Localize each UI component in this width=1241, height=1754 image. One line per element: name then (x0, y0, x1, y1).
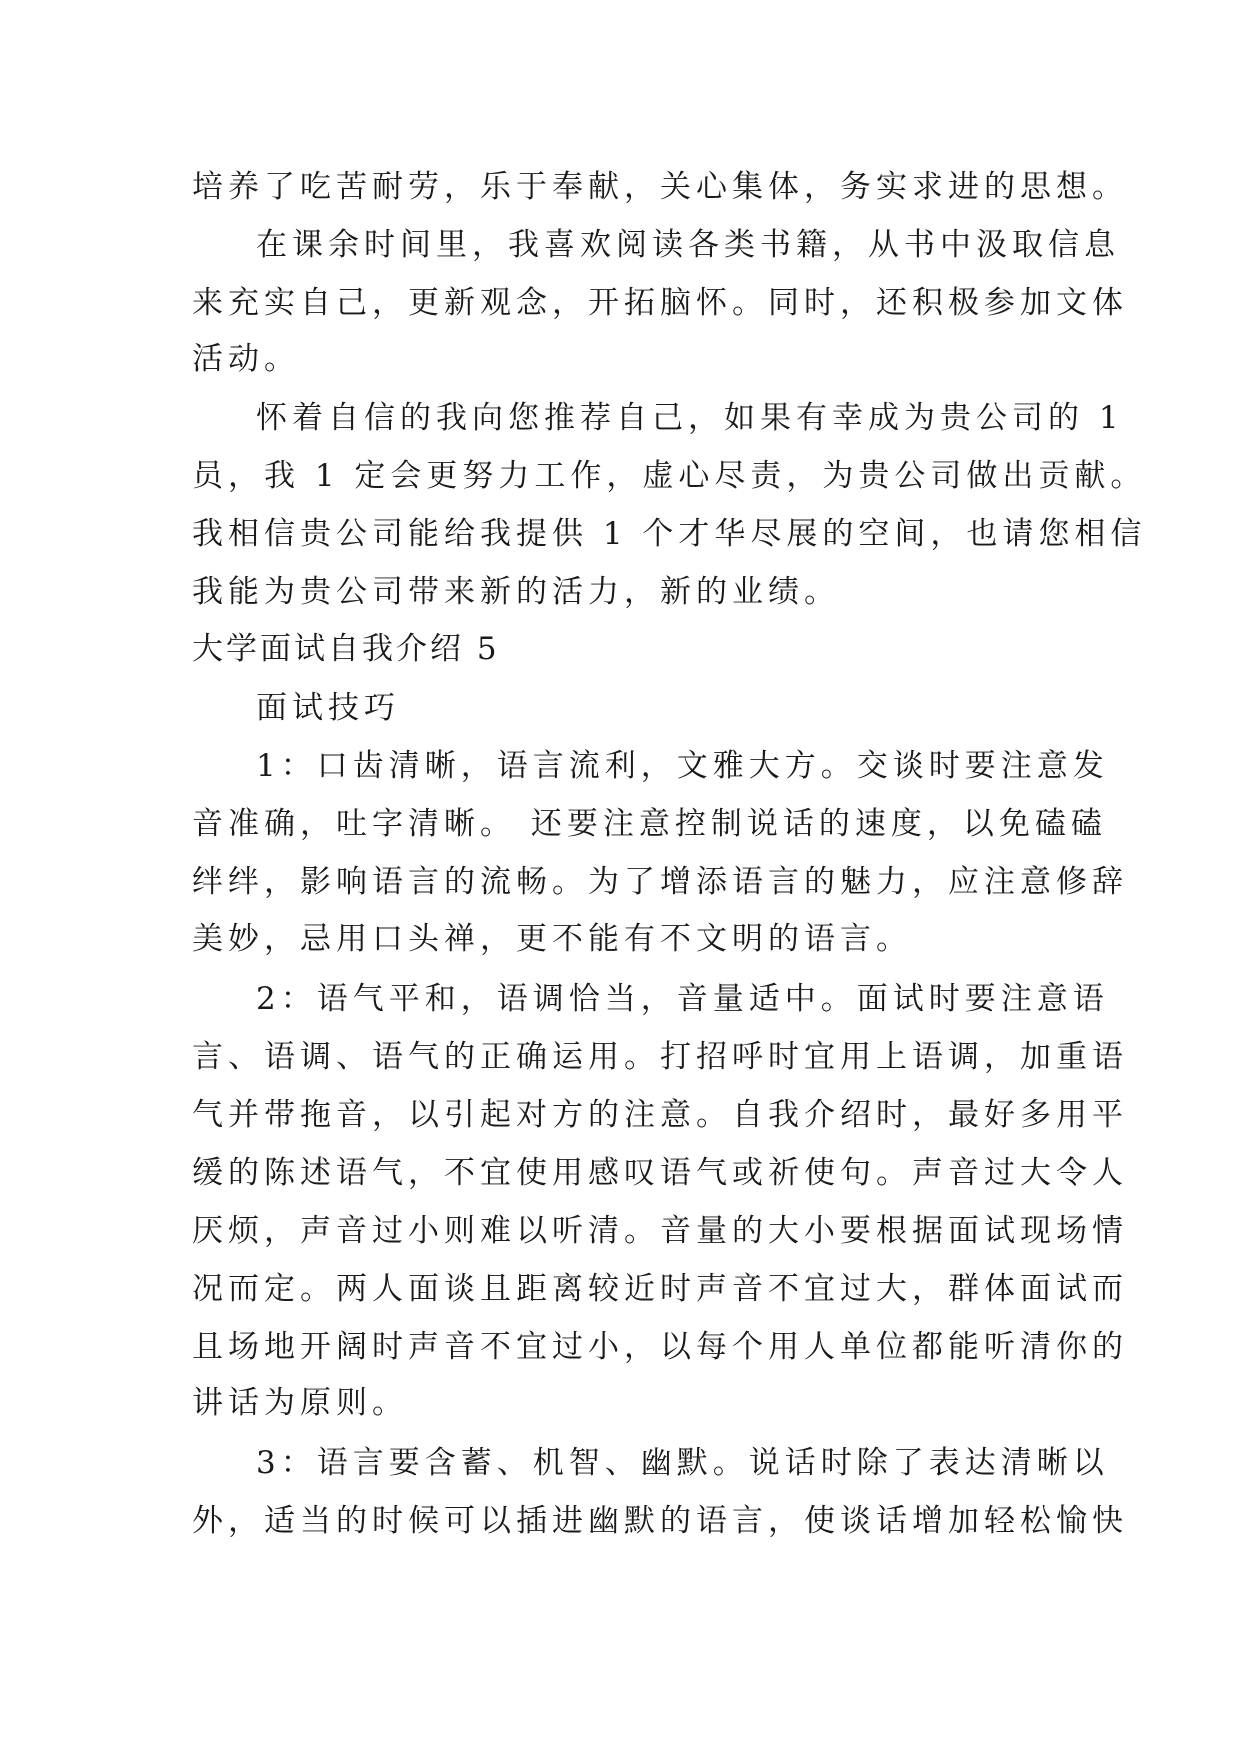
text-line: 讲话为原则。 (192, 1385, 408, 1421)
text-line: 言、语调、语气的正确运用。打招呼时宜用上语调，加重语 (192, 1039, 1128, 1075)
text-line: 美妙，忌用口头禅，更不能有不文明的语言。 (192, 921, 912, 957)
text-line: 来充实自己，更新观念，开拓脑怀。同时，还积极参加文体 (192, 285, 1128, 321)
text-line: 音准确，吐字清晰。 还要注意控制说话的速度，以免磕磕 (192, 806, 1107, 842)
text-line: 1：口齿清晰，语言流利，文雅大方。交谈时要注意发 (256, 748, 1109, 784)
text-line: 且场地开阔时声音不宜过小，以每个用人单位都能听清你的 (192, 1329, 1128, 1365)
text-line: 活动。 (192, 341, 300, 377)
text-line: 2：语气平和，语调恰当，音量适中。面试时要注意语 (256, 981, 1109, 1017)
text-line: 我能为贵公司带来新的活力，新的业绩。 (192, 574, 840, 610)
text-line: 气并带拖音，以引起对方的注意。自我介绍时，最好多用平 (192, 1097, 1128, 1133)
text-line: 绊绊，影响语言的流畅。为了增添语言的魅力，应注意修辞 (192, 864, 1128, 900)
subheading: 面试技巧 (256, 690, 400, 726)
text-line: 培养了吃苦耐劳，乐于奉献，关心集体，务实求进的思想。 (192, 169, 1128, 205)
text-line: 缓的陈述语气，不宜使用感叹语气或祈使句。声音过大令人 (192, 1155, 1128, 1191)
section-heading: 大学面试自我介绍 5 (192, 631, 500, 667)
text-line: 况而定。两人面谈且距离较近时声音不宜过大，群体面试而 (192, 1271, 1128, 1307)
text-line: 在课余时间里，我喜欢阅读各类书籍，从书中汲取信息 (256, 227, 1120, 263)
text-line: 我相信贵公司能给我提供 1 个才华尽展的空间，也请您相信 (192, 516, 1147, 552)
text-line: 外，适当的时候可以插进幽默的语言，使谈话增加轻松愉快 (192, 1503, 1128, 1539)
text-line: 怀着自信的我向您推荐自己，如果有幸成为贵公司的 1 (256, 400, 1124, 436)
text-line: 员，我 1 定会更努力工作，虚心尽责，为贵公司做出贡献。 (192, 458, 1147, 494)
text-line: 厌烦，声音过小则难以听清。音量的大小要根据面试现场情 (192, 1213, 1128, 1249)
text-line: 3：语言要含蓄、机智、幽默。说话时除了表达清晰以 (256, 1445, 1109, 1481)
